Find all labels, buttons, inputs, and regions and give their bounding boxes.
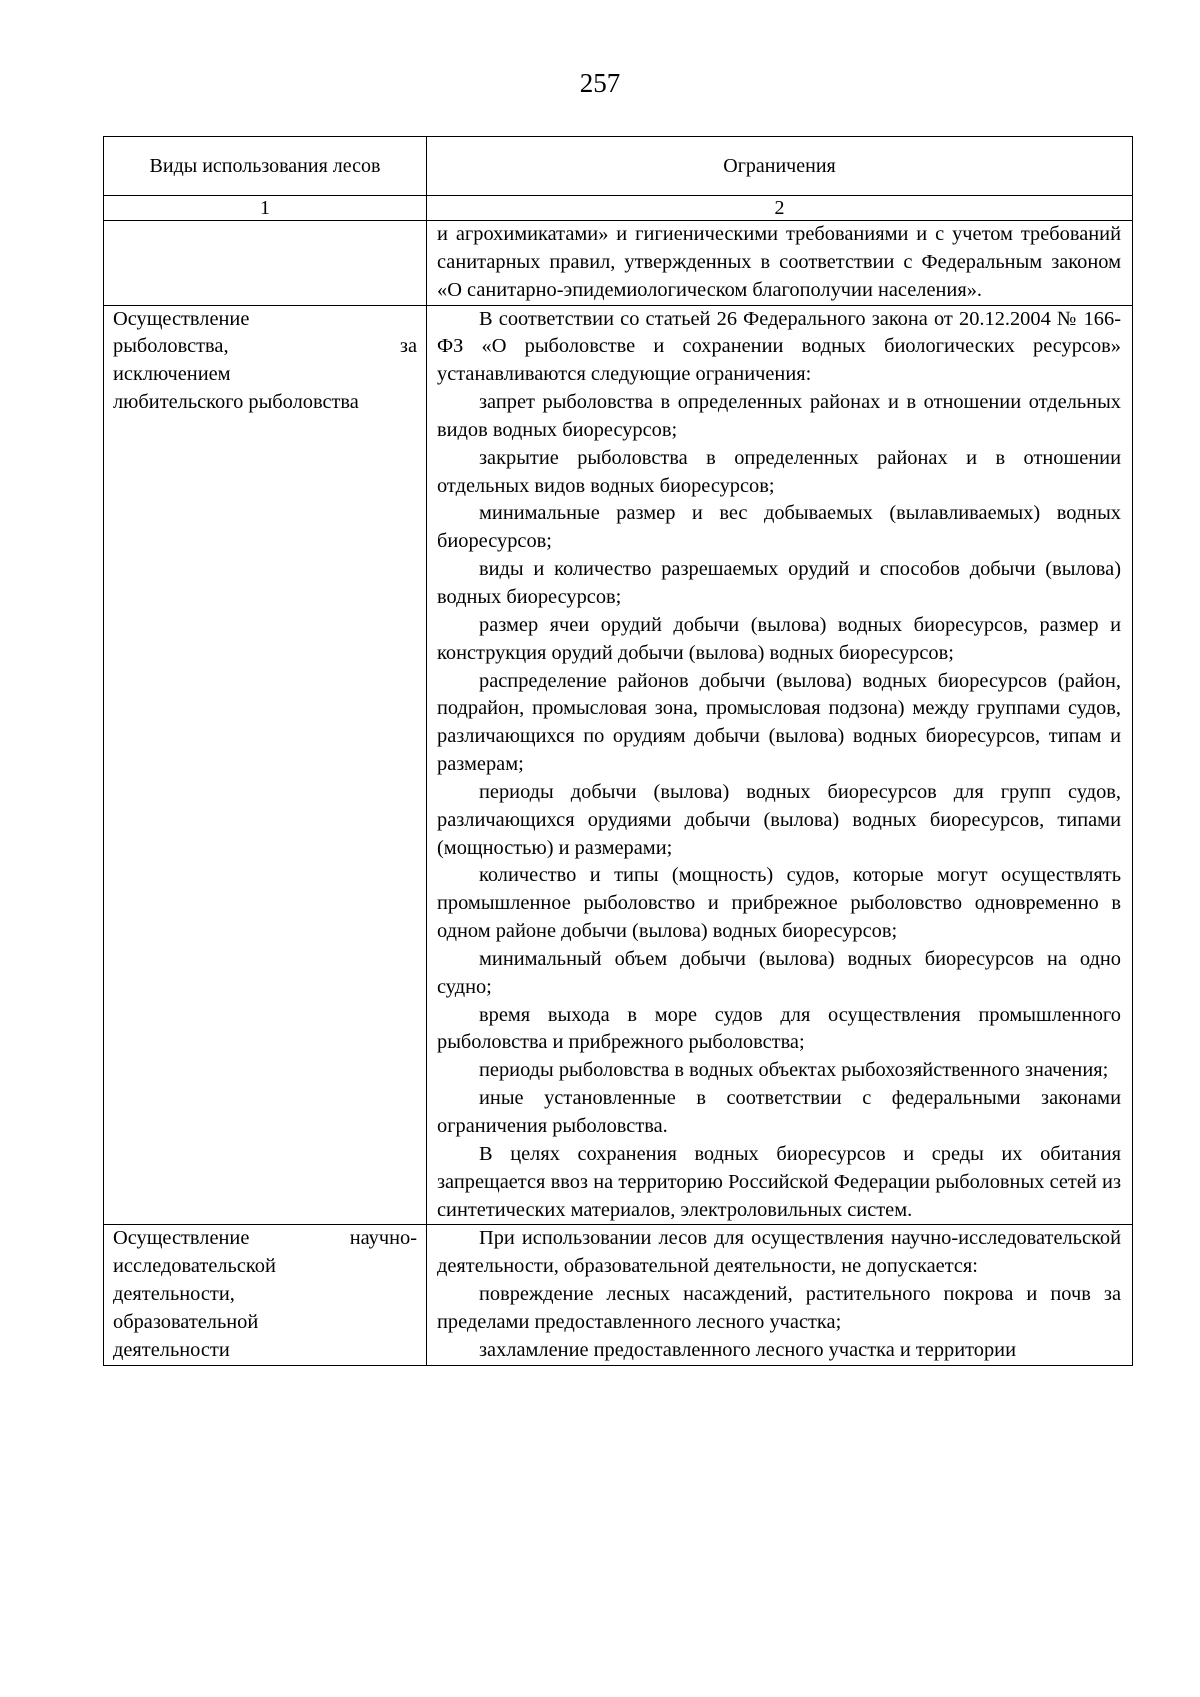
fishing-restriction-paragraph: минимальные размер и вес добываемых (вылавливаемых) водных биоресурсов; bbox=[437, 502, 1121, 553]
header-col2 bbox=[427, 137, 1133, 196]
research-type-line: Осуществление научно- bbox=[113, 1227, 417, 1250]
index-col1: 1 bbox=[104, 196, 427, 221]
research-restriction-paragraph: При использовании лесов для осуществления научно-исследовательской деятельности, образовательной деятельности, не допускается: bbox=[437, 1227, 1121, 1278]
table-index-row bbox=[104, 196, 1133, 221]
header-col2-label: Ограничения bbox=[723, 155, 836, 177]
fishing-type-line: исключением bbox=[113, 363, 231, 386]
fishing-restriction-paragraph: иные установленные в соответствии с федеральными законами ограничения рыболовства. bbox=[437, 1087, 1121, 1137]
research-restriction-paragraph: повреждение лесных насаждений, растительного покрова и почв за пределами предоставленного лесного участка; bbox=[437, 1283, 1121, 1333]
fishing-type-line: любительского рыболовства bbox=[113, 391, 359, 414]
fishing-restriction-paragraph: количество и типы (мощность) судов, которые могут осуществлять промышленное рыболовство и прибрежное рыболовство одновременно в одном районе добычи (вылова) водных биоресурсов; bbox=[437, 864, 1121, 943]
continuation-col1 bbox=[104, 221, 427, 306]
research-type-cell bbox=[104, 1225, 427, 1365]
research-restrictions-cell bbox=[427, 1225, 1133, 1365]
continuation-col2 bbox=[427, 221, 1133, 306]
fishing-restriction-paragraph: периоды добычи (вылова) водных биоресурсов для групп судов, различающихся орудиями добычи (вылова) водных биоресурсов, типами (мощностью) и размерами; bbox=[437, 780, 1121, 859]
fishing-restriction-paragraph: распределение районов добычи (вылова) водных биоресурсов (район, подрайон, промысловая зона, промысловая подзона) между группами судов, различающихся по орудиям добычи (вылова) водных биоресурсов, типам и размерам; bbox=[437, 669, 1121, 776]
fishing-restriction-paragraph: В целях сохранения водных биоресурсов и среды их обитания запрещается ввоз на территорию Российской Федерации рыболовных сетей из синтетических материалов, электроловильных систем. bbox=[437, 1142, 1121, 1221]
header-col1 bbox=[104, 137, 427, 196]
fishing-restriction-paragraph: периоды рыболовства в водных объектах рыбохозяйственного значения; bbox=[479, 1059, 1109, 1082]
fishing-restriction-paragraph: В соответствии со статьей 26 Федерального закона от 20.12.2004 № 166-ФЗ «О рыболовстве и сохранении водных биологических ресурсов» устанавливаются следующие ограничения: bbox=[437, 307, 1121, 386]
table-row-fishing bbox=[104, 305, 1133, 1225]
fishing-type-cell bbox=[104, 305, 427, 1225]
fishing-restriction-paragraph: минимальный объем добычи (вылова) водных биоресурсов на одно судно; bbox=[437, 947, 1121, 998]
page-number: 257 bbox=[579, 68, 621, 98]
research-type-line: деятельности, bbox=[113, 1283, 235, 1306]
fishing-restriction-paragraph: закрытие рыболовства в определенных районах и в отношении отдельных видов водных биоресурсов; bbox=[437, 446, 1121, 497]
research-type-line: образовательной bbox=[113, 1310, 259, 1333]
research-type-line: исследовательской bbox=[113, 1255, 276, 1278]
continuation-text: и агрохимикатами» и гигиеническими требованиями и с учетом требований санитарных правил, утвержденных в соответствии с Федеральным законом «О санитарно-эпидемиологическом благополучии населения». bbox=[437, 223, 1121, 301]
fishing-restriction-paragraph: размер ячеи орудий добычи (вылова) водных биоресурсов, размер и конструкция орудий добычи (вылова) водных биоресурсов; bbox=[437, 613, 1121, 664]
index-col2: 2 bbox=[427, 196, 1133, 221]
restrictions-table bbox=[103, 136, 1133, 1366]
table-row-continuation bbox=[104, 221, 1133, 306]
research-type-line: деятельности bbox=[113, 1338, 230, 1361]
fishing-type-line: рыболовства, за bbox=[113, 335, 417, 358]
fishing-restrictions-cell bbox=[427, 305, 1133, 1225]
fishing-restriction-paragraph: запрет рыболовства в определенных районах и в отношении отдельных видов водных биоресурсов; bbox=[437, 391, 1121, 441]
table-header-row bbox=[104, 137, 1133, 196]
research-restriction-paragraph: захламление предоставленного лесного участка и территории bbox=[479, 1338, 1016, 1361]
fishing-restriction-paragraph: виды и количество разрешаемых орудий и способов добычи (вылова) водных биоресурсов; bbox=[437, 558, 1121, 608]
fishing-restriction-paragraph: время выхода в море судов для осуществления промышленного рыболовства и прибрежного рыболовства; bbox=[437, 1003, 1121, 1054]
fishing-type-line: Осуществление bbox=[113, 307, 250, 330]
header-col1-label: Виды использования лесов bbox=[149, 155, 381, 177]
table-row-research bbox=[104, 1225, 1133, 1365]
